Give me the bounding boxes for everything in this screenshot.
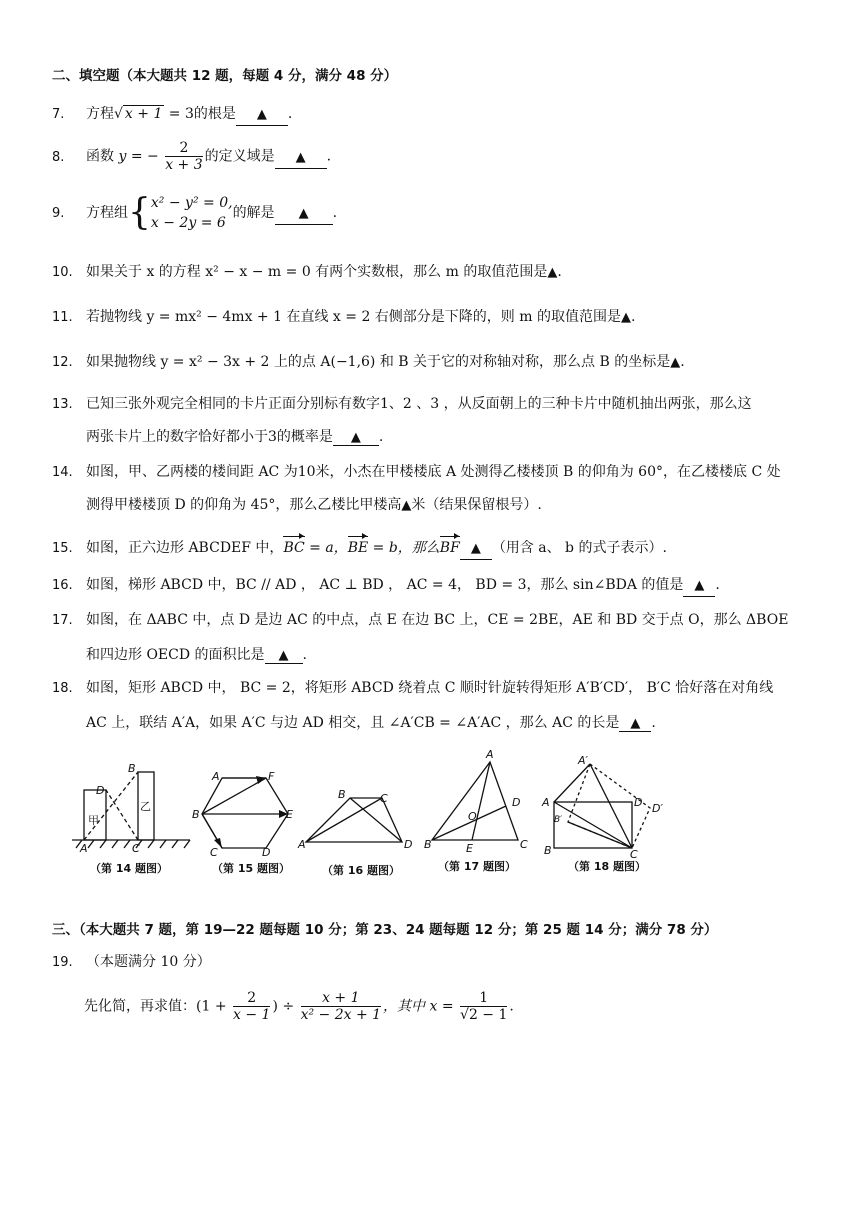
question-18: 18. 如图，矩形 ABCD 中， BC = 2，将矩形 ABCD 绕着点 C 顺时针旋转得矩形 A′B′CD′， B′C 恰好落在对角线 (52, 680, 774, 696)
svg-text:B′: B′ (554, 815, 563, 825)
svg-text:甲: 甲 (88, 814, 99, 827)
question-17: 17. 如图，在 ΔABC 中，点 D 是边 AC 的中点，点 E 在边 BC 上，CE = 2BE，AE 和 BD 交于点 O，那么 ΔBOE (52, 612, 789, 628)
question-8: 8. 函数 y = − $\frac{2}{x + 3}$ 的定义域是 ▲ . (52, 140, 332, 173)
answer-marker-14[interactable]: ▲ (401, 498, 412, 513)
figure-14 (72, 772, 190, 848)
answer-blank-9[interactable]: ▲ (275, 203, 333, 225)
answer-marker-10[interactable]: ▲ (547, 265, 558, 280)
svg-text:B: B (128, 762, 136, 775)
caption-15: （第 15 题图） (212, 862, 290, 875)
question-14: 14. 如图，甲、乙两楼的楼间距 AC 为10米，小杰在甲楼楼底 A 处测得乙楼楼顶 B 的仰角为 60°，在乙楼楼底 C 处 (52, 464, 781, 480)
svg-text:B: B (192, 808, 200, 821)
svg-text:D: D (634, 796, 643, 809)
svg-text:B: B (424, 838, 432, 851)
section-2-title: 二、填空题（本大题共 12 题，每题 4 分，满分 48 分） (52, 68, 398, 84)
answer-blank-13[interactable]: ▲ (333, 429, 379, 446)
exam-page: 二、填空题（本大题共 12 题，每题 4 分，满分 48 分） 7. 方程√ x + 1 = 3的根是 ▲ . 8. 函数 y = − $\frac{2}{x + 3}$ 的定义域是 ▲ . 9. 方程组{ x² − y² = 0, x − 2y = 6 的解是 ▲ . 10. 如果关于 x 的方程 x² − x − m = 0 有两个实数根，那么 m 的取值范围是▲. 11. 若抛物线 y = mx² − 4mx + 1 在直线 x = 2 右侧部分是下降的，则 m 的取值范围是▲. 12. 如果抛物线 y = x² − 3x + 2 上的点 A(−1,6) 和 B 关于它的对称轴对称，那么点 B 的坐标是▲. 13. 已知三张外观完全相同的卡片正面分别标有数字1、2 、3 ，从反面朝上的三种卡片中随机抽出两张，那么这 两张卡片上的数字恰好都小于3的概率是 ▲ . 14. 如图，甲、乙两楼的楼间距 AC 为10米，小杰在甲楼楼底 A 处测得乙楼楼顶 B 的仰角为 60°，在乙楼楼底 C 处 测得甲楼楼顶 D 的仰角为 45°，那么乙楼比甲楼高▲米（结果保留根号）. 15. 如图，正六边形 ABCDEF 中，BC = a，BE = b，那么BF ▲ （用含 a、 b 的式子表示）. 16. 如图，梯形 ABCD 中，BC // AD ， AC ⊥ BD ， AC = 4， BD = 3，那么 sin∠BDA 的值是 ▲ . 17. 如图，在 ΔABC 中，点 D 是边 AC 的中点，点 E 在边 BC 上，CE = 2BE，AE 和 BD 交于点 O，那么 ΔBOE 和四边形 OECD 的面积比是 ▲ . 18. 如图，矩形 ABCD 中， BC = 2，将矩形 ABCD 绕着点 C 顺时针旋转得矩形 A′B′CD′， B′C 恰好落在对角线 AC 上，联结 A′A，如果 A′C 与边 AD 相交，且 ∠A′CB = ∠A′AC ，那么 AC 的长是 ▲ . A B C D 甲 乙 A B C D E F A B C D A B C D E O A B C D A′ B′ D′ （第 14 题图） （第 15 题图） （第 16 题图） （第 17 题图） （第 18 题图） 三、（本大题共 7 题，第 19—22 题每题 10 分；第 23、24 题每题 12 分；第 25 题 14 分；满分 78 分） 19. （本题满分 10 分） 先化简，再求值：(1 + $\frac{2}{x - 1}$ ) ÷ $\frac{x + 1}{\text{x² − 2x + 1}}$ ，其中 x = $\frac{1}{√2 - 1}$ . (0, 0, 868, 1227)
fraction: $\frac{2}{x + 3}$ (165, 140, 203, 173)
answer-blank-8[interactable]: ▲ (275, 147, 327, 169)
answer-blank-18[interactable]: ▲ (619, 715, 651, 732)
svg-text:C: C (210, 846, 218, 859)
svg-text:O: O (468, 810, 477, 823)
svg-text:E: E (466, 842, 473, 855)
svg-text:D: D (96, 784, 105, 797)
svg-text:A: A (298, 838, 306, 851)
svg-text:A: A (80, 842, 88, 855)
svg-text:E: E (286, 808, 293, 821)
question-15: 15. 如图，正六边形 ABCDEF 中，BC = a，BE = b，那么BF ▲ （用含 a、 b 的式子表示）. (52, 538, 667, 560)
svg-text:乙: 乙 (140, 800, 151, 813)
svg-text:C: C (380, 792, 388, 805)
question-7: 7. 方程√ x + 1 = 3的根是 ▲ . (52, 104, 292, 126)
question-19: 19. （本题满分 10 分） (52, 954, 211, 970)
svg-text:A′: A′ (578, 754, 589, 767)
question-11: 11. 若抛物线 y = mx² − 4mx + 1 在直线 x = 2 右侧部分是下降的，则 m 的取值范围是▲. (52, 309, 636, 325)
svg-text:B: B (338, 788, 346, 801)
question-12: 12. 如果抛物线 y = x² − 3x + 2 上的点 A(−1,6) 和 B 关于它的对称轴对称，那么点 B 的坐标是▲. (52, 354, 685, 370)
figures-row (0, 740, 868, 885)
svg-text:C: C (132, 842, 140, 855)
question-9: 9. 方程组{ x² − y² = 0, x − 2y = 6 的解是 ▲ . (52, 192, 338, 233)
section-3-title: 三、（本大题共 7 题，第 19—22 题每题 10 分；第 23、24 题每题 12 分；第 25 题 14 分；满分 78 分） (52, 922, 718, 938)
svg-text:C: C (630, 848, 638, 861)
caption-18: （第 18 题图） (568, 860, 646, 873)
svg-text:D: D (262, 846, 271, 859)
svg-text:B: B (544, 844, 552, 857)
figure-15 (202, 778, 288, 848)
svg-text:A: A (542, 796, 550, 809)
answer-marker-12[interactable]: ▲ (670, 355, 681, 370)
answer-blank-17[interactable]: ▲ (265, 647, 303, 664)
caption-14: （第 14 题图） (90, 862, 168, 875)
svg-text:D′: D′ (652, 802, 663, 815)
svg-text:F: F (268, 770, 275, 783)
question-16: 16. 如图，梯形 ABCD 中，BC // AD ， AC ⊥ BD ， AC = 4， BD = 3，那么 sin∠BDA 的值是 ▲ . (52, 575, 720, 597)
answer-marker-11[interactable]: ▲ (620, 310, 631, 325)
question-19-expression: 先化简，再求值：(1 + $\frac{2}{x - 1}$ ) ÷ $\frac{x + 1}{\text{x² − 2x + 1}}$ ，其中 x = $\frac{1}{√2 - 1}$ . (84, 990, 514, 1023)
question-10: 10. 如果关于 x 的方程 x² − x − m = 0 有两个实数根，那么 m 的取值范围是▲. (52, 264, 562, 280)
svg-text:D: D (404, 838, 413, 851)
answer-blank-16[interactable]: ▲ (683, 575, 715, 597)
caption-16: （第 16 题图） (322, 864, 400, 877)
svg-text:A: A (212, 770, 220, 783)
figure-17 (432, 762, 521, 840)
svg-text:C: C (520, 838, 528, 851)
svg-text:D: D (512, 796, 521, 809)
answer-blank-15[interactable]: ▲ (460, 538, 492, 560)
caption-17: （第 17 题图） (438, 860, 516, 873)
question-13: 13. 已知三张外观完全相同的卡片正面分别标有数字1、2 、3 ，从反面朝上的三种卡片中随机抽出两张，那么这 (52, 396, 752, 412)
svg-text:A: A (486, 748, 494, 761)
answer-blank-7[interactable]: ▲ (236, 104, 288, 126)
